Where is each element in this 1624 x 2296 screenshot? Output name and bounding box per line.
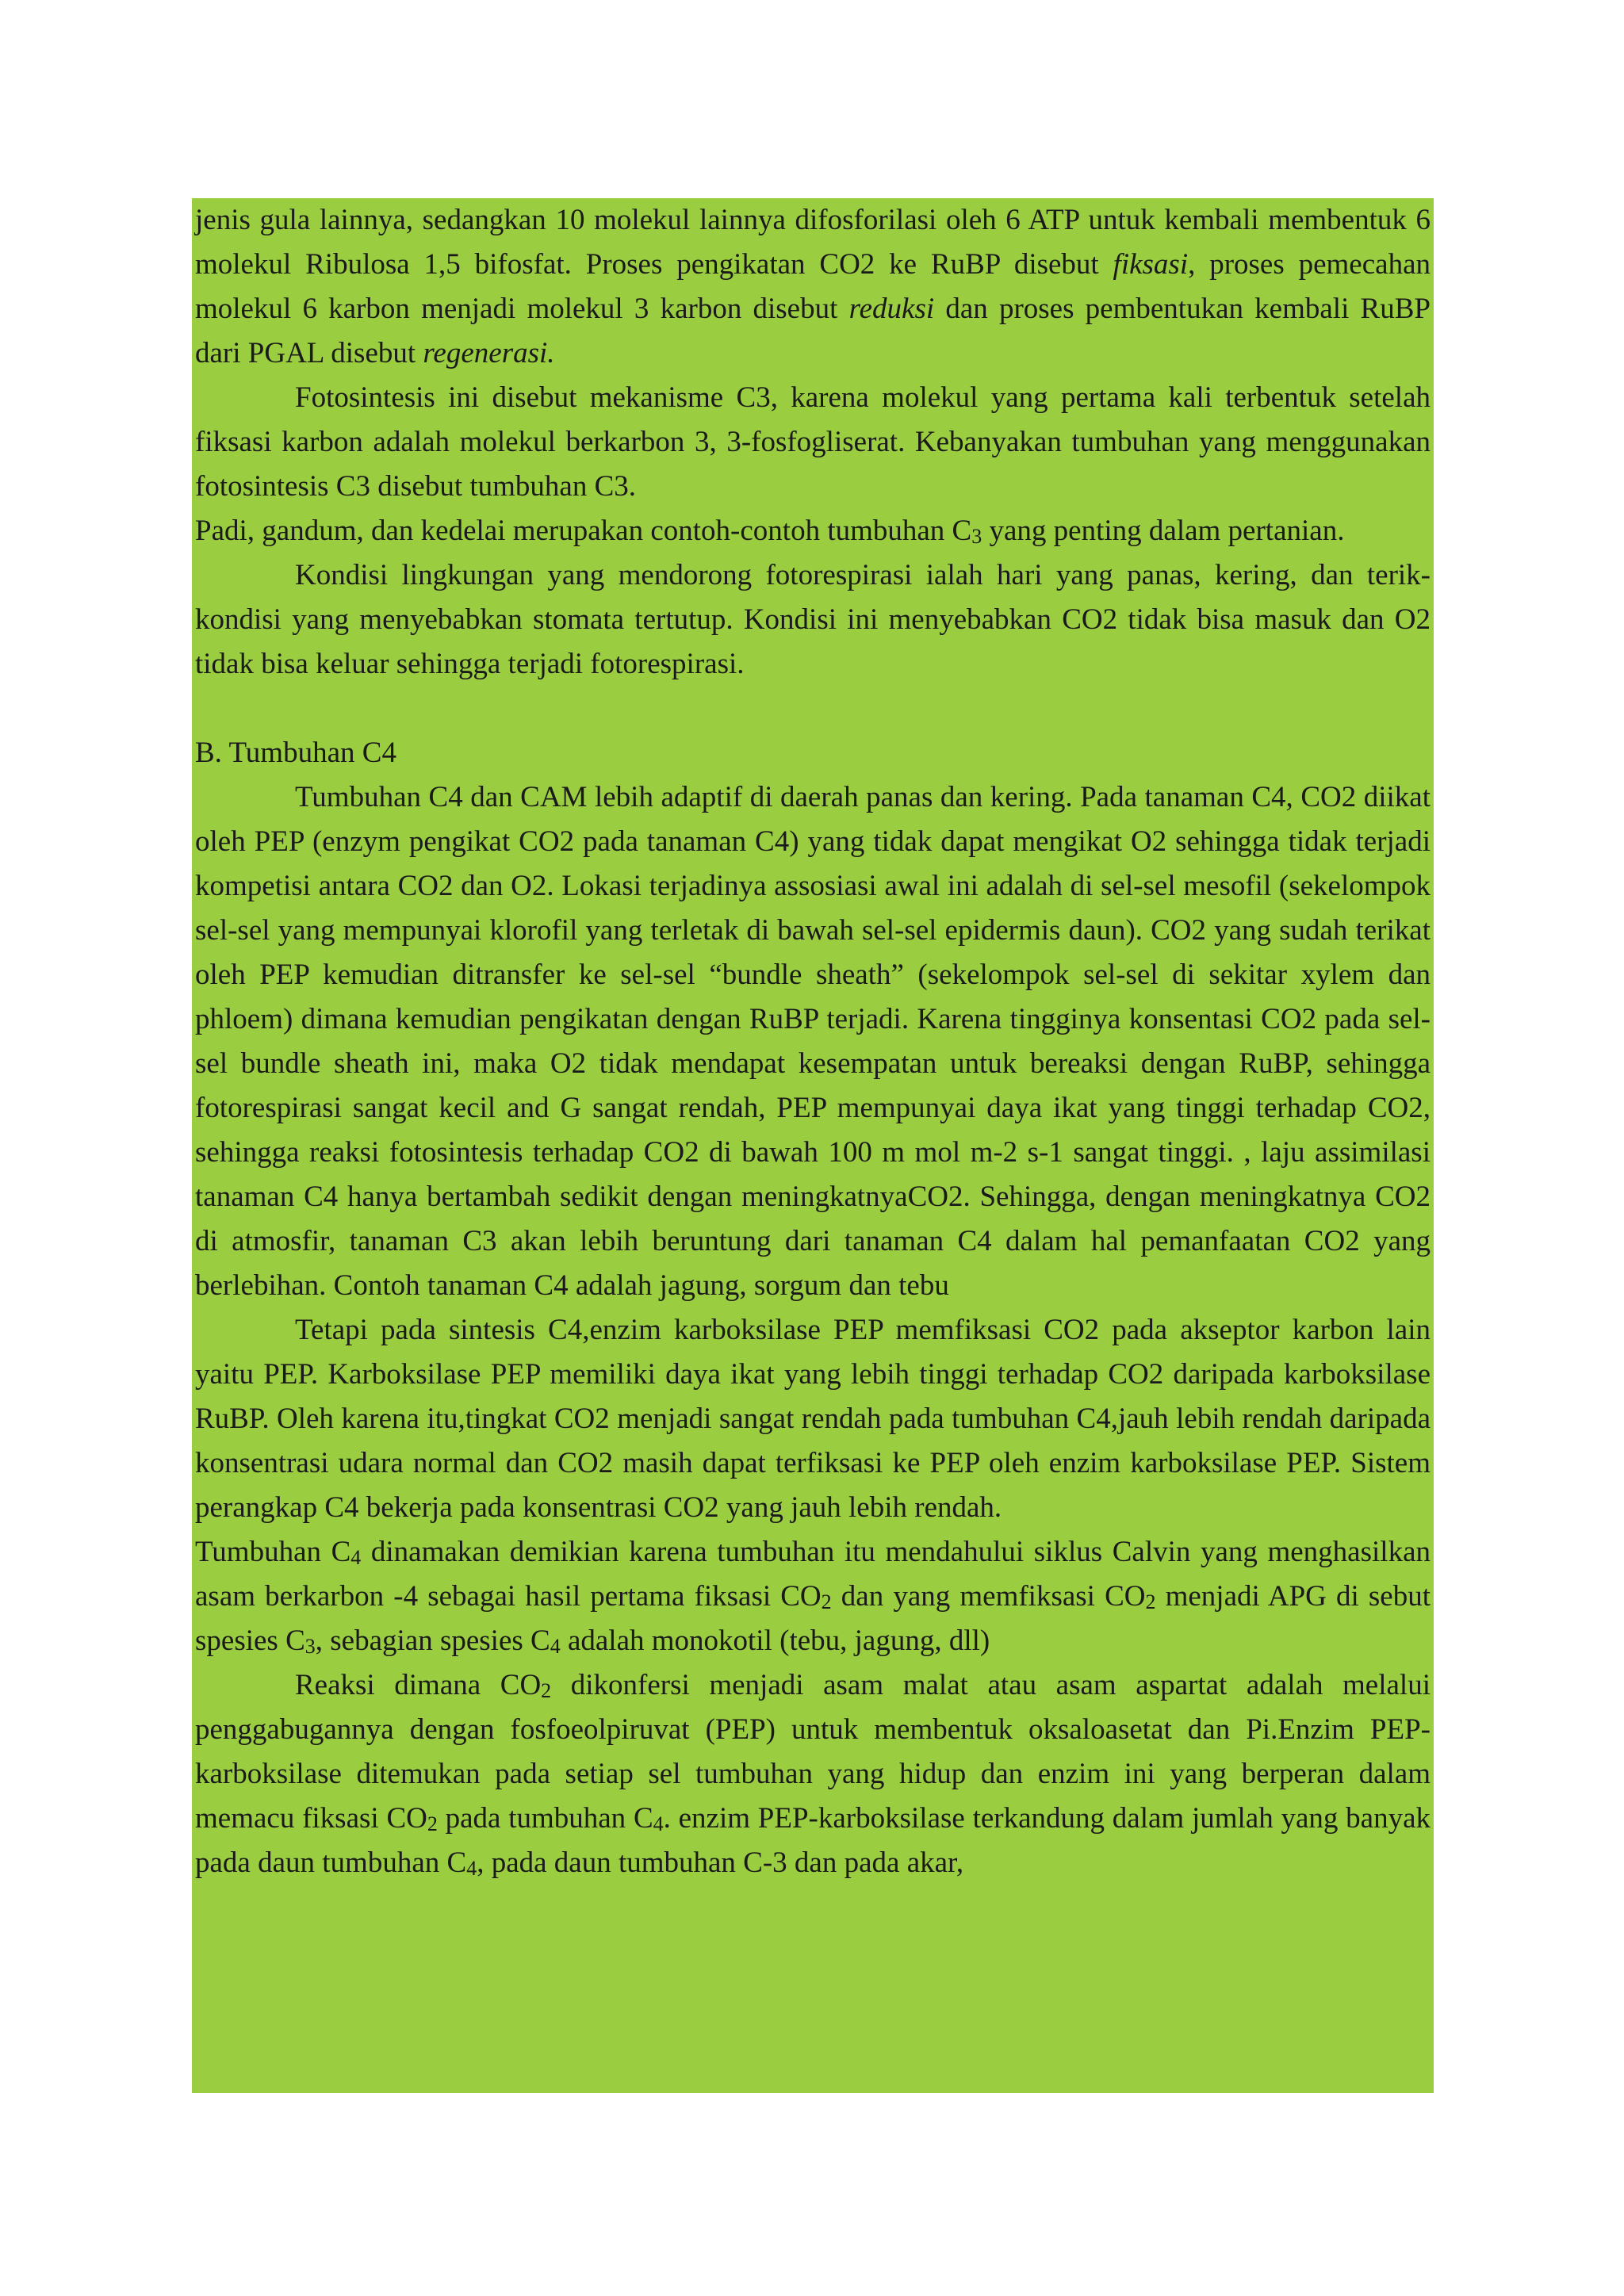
text-run: , sebagian spesies C	[315, 1624, 550, 1657]
text-run: dan proses pembentukan kembali RuBP dari PGAL disebut	[195, 293, 1431, 369]
text-run: Fotosintesis ini disebut mekanisme C3, karena molekul yang pertama kali terbentuk setelah fiksasi karbon adalah molekul berkarbon 3, 3-fosfogliserat. Kebanyakan tumbuhan yang menggunakan fotosintesis C3 disebut tumbuhan C3.	[195, 381, 1431, 503]
text-run: Padi, gandum, dan kedelai merupakan contoh-contoh tumbuhan C	[195, 515, 972, 547]
section-heading	[195, 731, 1431, 775]
paragraph	[195, 553, 1431, 687]
text-run: B. Tumbuhan C4	[195, 737, 396, 769]
paragraph	[195, 1308, 1431, 1530]
text-run: yang penting dalam pertanian.	[982, 515, 1345, 547]
subscript: 4	[550, 1635, 561, 1658]
text-run: Tumbuhan C	[195, 1536, 351, 1568]
subscript: 3	[304, 1635, 316, 1658]
text-run: . enzim PEP-karboksilase terkandung dalam jumlah yang banyak pada daun tumbuhan C	[195, 1802, 1431, 1879]
paragraph	[195, 1663, 1431, 1885]
subscript: 2	[541, 1679, 552, 1702]
subscript: 2	[427, 1812, 438, 1835]
subscript: 4	[653, 1812, 664, 1835]
text-run: dan yang memfiksasi CO	[831, 1580, 1146, 1613]
text-run: jenis gula lainnya, sedangkan 10 molekul lainnya difosforilasi oleh 6 ATP untuk kembali membentuk 6 molekul Ribulosa 1,5 bifosfat. Proses pengikatan CO2 ke RuBP disebut	[195, 204, 1431, 281]
paragraph-spacer	[195, 687, 1431, 731]
text-run: dikonfersi menjadi asam malat atau asam aspartat adalah melalui penggabugannya dengan fosfoeolpiruvat (PEP) untuk membentuk oksaloasetat dan Pi.Enzim PEP-karboksilase ditemukan pada setiap sel tumbuhan yang hidup dan enzim ini yang berperan dalam memacu fiksasi CO	[195, 1669, 1431, 1835]
paragraph	[195, 509, 1431, 553]
subscript: 4	[466, 1857, 477, 1880]
text-run: Tetapi pada sintesis C4,enzim karboksilase PEP memfiksasi CO2 pada akseptor karbon lain yaitu PEP. Karboksilase PEP memiliki daya ikat yang lebih tinggi terhadap CO2 daripada karboksilase RuBP. Oleh karena itu,tingkat CO2 menjadi sangat rendah pada tumbuhan C4,jauh lebih rendah daripada konsentrasi udara normal dan CO2 masih dapat terfiksasi ke PEP oleh enzim karboksilase PEP. Sistem perangkap C4 bekerja pada konsentrasi CO2 yang jauh lebih rendah.	[195, 1314, 1431, 1524]
text-run: , proses pemecahan molekul 6 karbon menjadi molekul 3 karbon disebut	[195, 248, 1431, 325]
text-run: dinamakan demikian karena tumbuhan itu mendahului siklus Calvin yang menghasilkan asam berkarbon -4 sebagai hasil pertama fiksasi CO	[195, 1536, 1431, 1613]
subscript: 3	[971, 525, 982, 548]
paragraph	[195, 376, 1431, 509]
paragraph	[195, 775, 1431, 1308]
text-run: Kondisi lingkungan yang mendorong fotorespirasi ialah hari yang panas, kering, dan terik-kondisi yang menyebabkan stomata tertutup. Kondisi ini menyebabkan CO2 tidak bisa masuk dan O2 tidak bisa keluar sehingga terjadi fotorespirasi.	[195, 559, 1431, 680]
subscript: 2	[821, 1590, 832, 1613]
subscript: 4	[350, 1546, 362, 1569]
paragraph	[195, 198, 1431, 376]
paragraph	[195, 1530, 1431, 1663]
text-run: menjadi APG di sebut spesies C	[195, 1580, 1431, 1657]
italic-term: fiksasi	[1113, 248, 1189, 281]
text-run: Reaksi dimana CO	[295, 1669, 542, 1701]
text-run: pada tumbuhan C	[437, 1802, 653, 1835]
italic-term: reduksi	[848, 293, 935, 325]
text-run: Tumbuhan C4 dan CAM lebih adaptif di daerah panas dan kering. Pada tanaman C4, CO2 diikat oleh PEP (enzym pengikat CO2 pada tanaman C4) yang tidak dapat mengikat O2 sehingga tidak terjadi kompetisi antara CO2 dan O2. Lokasi terjadinya assosiasi awal ini adalah di sel-sel mesofil (sekelompok sel-sel yang mempunyai klorofil yang terletak di bawah sel-sel epidermis daun). CO2 yang sudah terikat oleh PEP kemudian ditransfer ke sel-sel “bundle sheath” (sekelompok sel-sel di sekitar xylem dan phloem) dimana kemudian pengikatan dengan RuBP terjadi. Karena tingginya konsentasi CO2 pada sel-sel bundle sheath ini, maka O2 tidak mendapat kesempatan untuk bereaksi dengan RuBP, sehingga fotorespirasi sangat kecil and G sangat rendah, PEP mempunyai daya ikat yang tinggi terhadap CO2, sehingga reaksi fotosintesis terhadap CO2 di bawah 100 m mol m-2 s-1 sangat tinggi. , laju assimilasi tanaman C4 hanya bertambah sedikit dengan meningkatnyaCO2. Sehingga, dengan meningkatnya CO2 di atmosfir, tanaman C3 akan lebih beruntung dari tanaman C4 dalam hal pemanfaatan CO2 yang berlebihan. Contoh tanaman C4 adalah jagung, sorgum dan tebu	[195, 781, 1431, 1302]
text-run: adalah monokotil (tebu, jagung, dll)	[560, 1624, 990, 1657]
highlighted-text-block	[192, 198, 1434, 2093]
subscript: 2	[1145, 1590, 1156, 1613]
italic-term: regenerasi.	[423, 337, 555, 369]
text-run: , pada daun tumbuhan C-3 dan pada akar,	[477, 1846, 964, 1879]
